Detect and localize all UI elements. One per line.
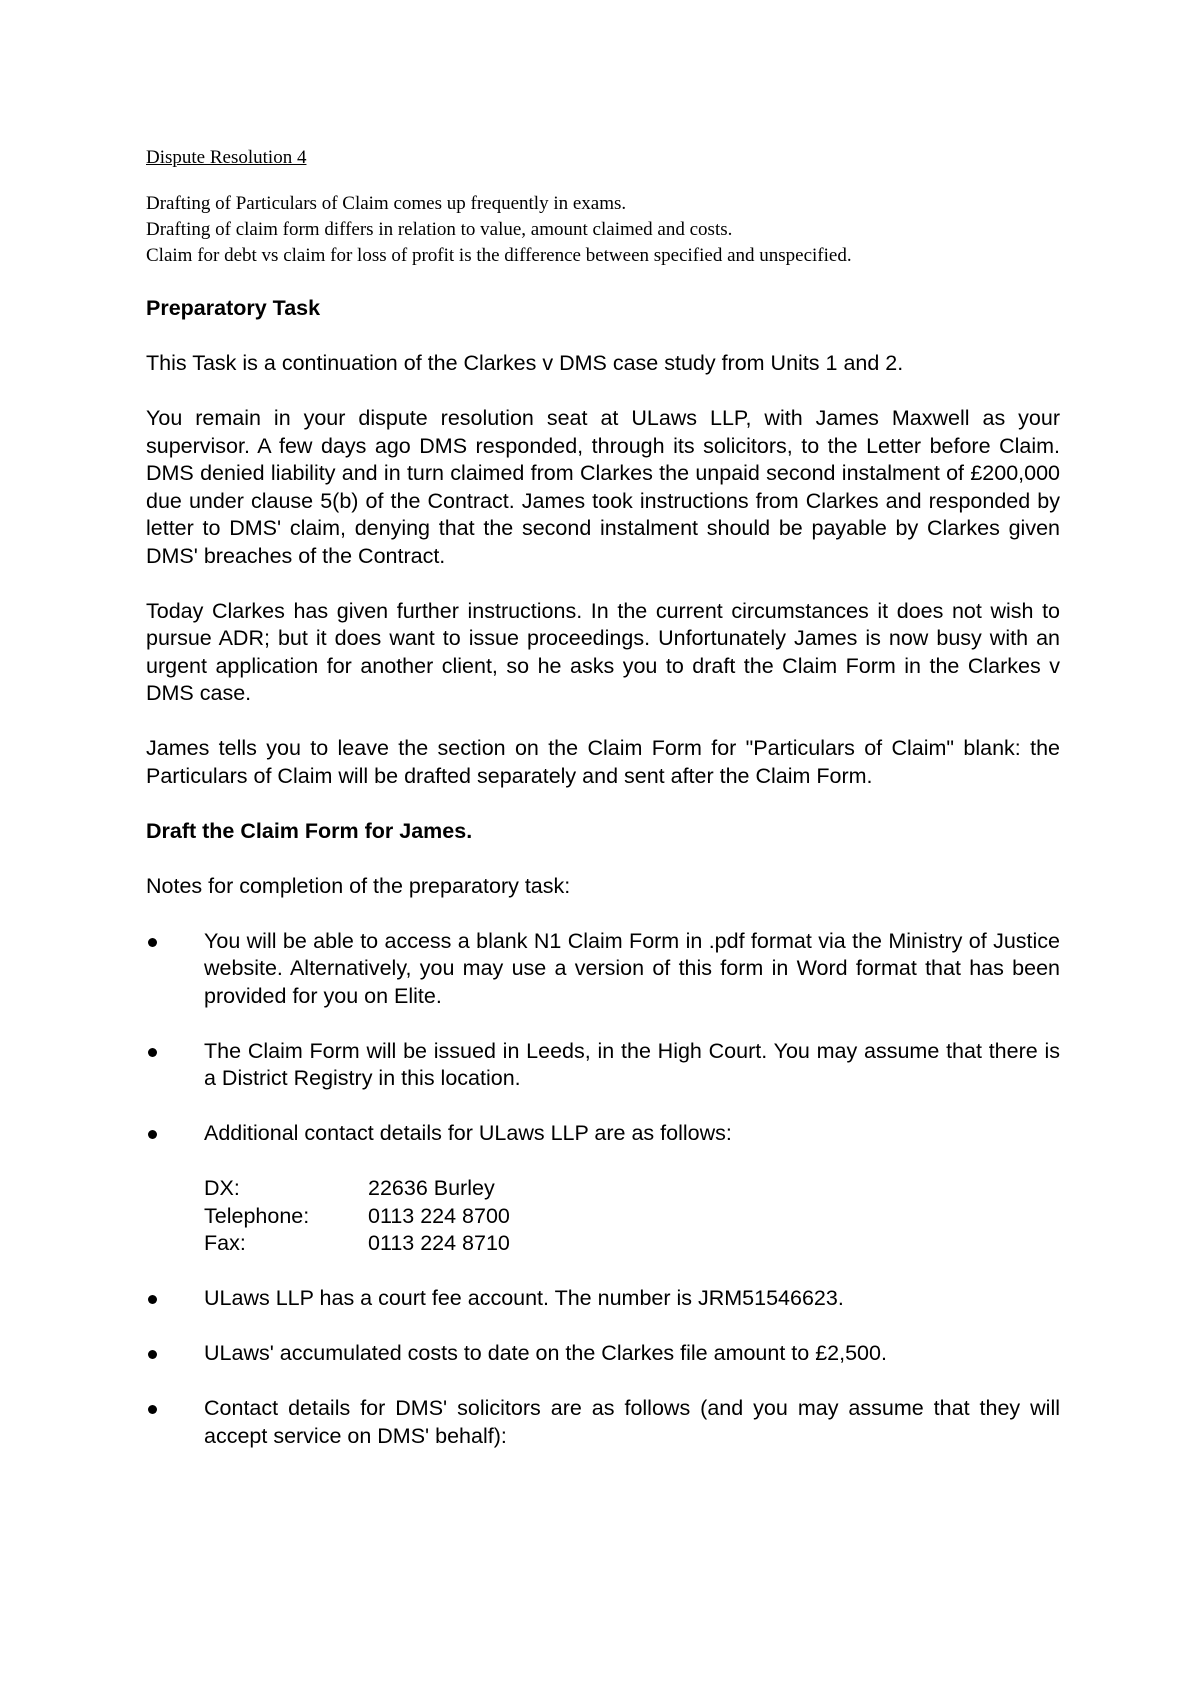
contact-label: Fax: (204, 1231, 246, 1255)
bullet-icon (146, 1120, 204, 1148)
list-item-text: Additional contact details for ULaws LLP are as follows: (204, 1121, 732, 1145)
bullet-icon (146, 1285, 204, 1313)
list-item (146, 1340, 1060, 1368)
bullet-icon (146, 1395, 204, 1423)
document-body (146, 295, 1060, 1450)
preparatory-task-heading: Preparatory Task (146, 296, 321, 320)
list-item (146, 1395, 1060, 1450)
intro-line: Claim for debt vs claim for loss of profit is the difference between specified and unspecified. (146, 245, 852, 266)
body-paragraph: You remain in your dispute resolution seat at ULaws LLP, with James Maxwell as your supervisor. A few days ago DMS responded, through its solicitors, to the Letter before Claim. DMS denied liability and in turn claimed from Clarkes the unpaid second instalment of £200,000 due under clause 5(b) of the Contract. James took instructions from Clarkes and responded by letter to DMS' claim, denying that the second instalment should be payable by Clarkes given DMS' breaches of the Contract. (146, 406, 1060, 568)
list-item (146, 1285, 1060, 1313)
bullet-icon (146, 1340, 204, 1368)
bullet-icon (146, 928, 204, 956)
list-item-text: Contact details for DMS' solicitors are as follows (and you may assume that they will accept service on DMS' behalf): (204, 1396, 1060, 1448)
contact-label: DX: (204, 1176, 240, 1200)
body-paragraph: James tells you to leave the section on the Claim Form for "Particulars of Claim" blank: the Particulars of Claim will be drafted separately and sent after the Claim Form. (146, 736, 1060, 788)
list-item (146, 1120, 1060, 1258)
intro-line: Drafting of Particulars of Claim comes up frequently in exams. (146, 193, 627, 214)
notes-list (146, 928, 1060, 1451)
contact-details (204, 1175, 1060, 1258)
body-paragraph: Today Clarkes has given further instructions. In the current circumstances it does not wish to pursue ADR; but it does want to issue proceedings. Unfortunately James is now busy with an urgent application for another client, so he asks you to draft the Claim Form in the Clarkes v DMS case. (146, 598, 1060, 705)
contact-row-dx (204, 1175, 1060, 1203)
list-item (146, 928, 1060, 1011)
list-item-text: The Claim Form will be issued in Leeds, in the High Court. You may assume that there is a District Registry in this location. (204, 1038, 1060, 1090)
contact-value: 22636 Burley (368, 1176, 495, 1200)
document-page (146, 145, 1060, 1450)
contact-label: Telephone: (204, 1203, 310, 1228)
contact-row-fax (204, 1230, 1060, 1258)
intro-line: Drafting of claim form differs in relation to value, amount claimed and costs. (146, 219, 733, 240)
intro-notes (146, 191, 1060, 269)
body-paragraph: This Task is a continuation of the Clarkes v DMS case study from Units 1 and 2. (146, 351, 904, 375)
list-item-body (204, 1120, 1060, 1258)
document-title: Dispute Resolution 4 (146, 147, 307, 168)
contact-row-telephone (204, 1203, 1060, 1231)
list-item-text: ULaws LLP has a court fee account. The number is JRM51546623. (204, 1286, 844, 1310)
bullet-icon (146, 1038, 204, 1066)
list-item-text: You will be able to access a blank N1 Claim Form in .pdf format via the Ministry of Justice website. Alternatively, you may use a version of this form in Word format that has been provided for you on Elite. (204, 928, 1060, 1008)
notes-intro: Notes for completion of the preparatory task: (146, 873, 571, 898)
task-heading: Draft the Claim Form for James. (146, 818, 473, 843)
list-item-text: ULaws' accumulated costs to date on the Clarkes file amount to £2,500. (204, 1341, 887, 1365)
contact-value: 0113 224 8710 (368, 1231, 510, 1255)
contact-value: 0113 224 8700 (368, 1203, 510, 1228)
list-item (146, 1038, 1060, 1093)
